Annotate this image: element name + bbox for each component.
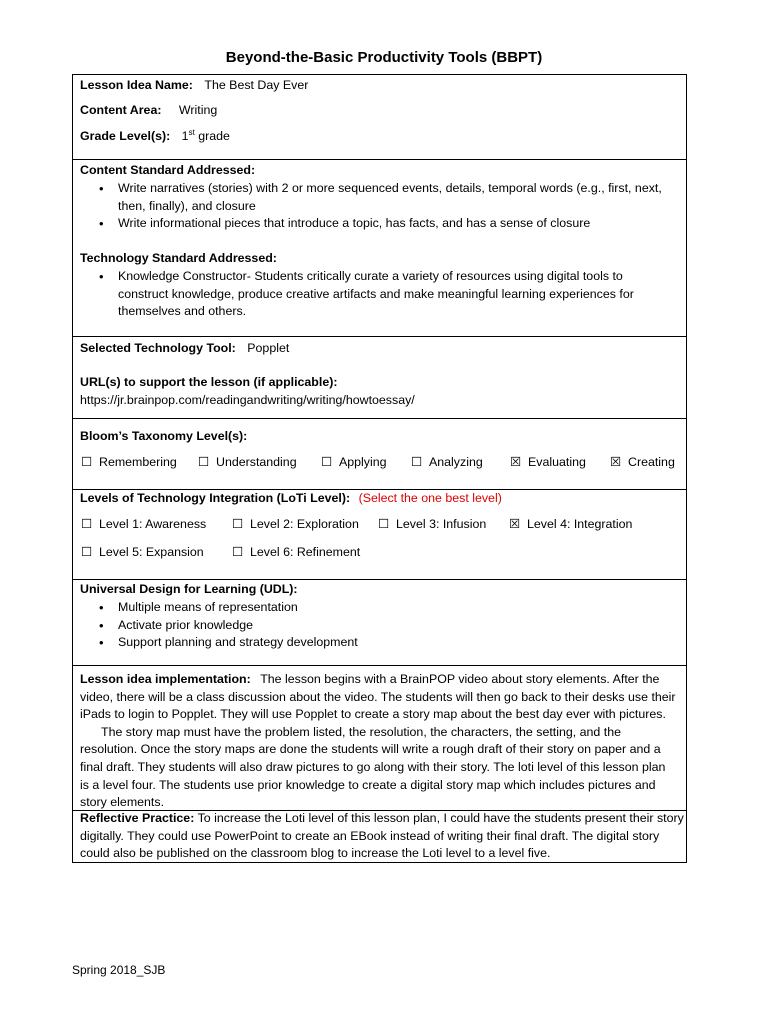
grade-level-label: Grade Level(s):: [80, 129, 171, 143]
checkbox-level-5[interactable]: ☐ Level 5: Expansion: [80, 544, 204, 562]
list-item: • Multiple means of representation: [73, 599, 358, 617]
footer-text: Spring 2018_SJB: [72, 963, 166, 977]
list-item: • Knowledge Constructor- Students critically curate a variety of resources using digital tools to construct knowledge, produce creative artifacts and make meaningful learning experiences for themselves and others.: [73, 268, 634, 321]
grade-level-value: 1st grade: [181, 127, 230, 143]
checked-box-icon: ☒: [609, 455, 622, 469]
checkbox-icon: ☐: [320, 455, 333, 469]
checkbox-icon: ☐: [197, 455, 210, 469]
implementation-label: Lesson idea implementation:: [80, 672, 251, 686]
bloom-label: Bloom’s Taxonomy Level(s):: [80, 429, 248, 443]
content-standard-list: [73, 180, 662, 233]
checkbox-icon: ☐: [80, 545, 93, 559]
content-area-label: Content Area:: [80, 103, 162, 117]
tech-standard-list: [73, 268, 634, 321]
tool-label: Selected Technology Tool:: [80, 341, 236, 355]
grade-level-row: [80, 128, 230, 146]
udl-label: Universal Design for Learning (UDL):: [80, 582, 298, 596]
list-item: • Activate prior knowledge: [73, 617, 358, 635]
url-label: URL(s) to support the lesson (if applicable):: [80, 375, 338, 389]
content-area-value: Writing: [178, 103, 218, 117]
tool-row: [80, 340, 289, 358]
reflective-label: Reflective Practice:: [80, 811, 195, 825]
lesson-name-label: Lesson Idea Name:: [80, 78, 193, 92]
checkbox-level-3[interactable]: ☐ Level 3: Infusion: [377, 516, 486, 534]
list-item: • Write informational pieces that introduce a topic, has facts, and has a sense of closure: [73, 215, 662, 233]
implementation-paragraph: Lesson idea implementation: The lesson begins with a BrainPOP video about story elements. After the video, there will be a class discussion about the video. The students will then go back to their desks use their iPads to login to Popplet. They will use Popplet to create a story map about the best day ever with pictures. The story map must have the problem listed, the resolution, the characters, the setting, and the resolution. Once the story maps are done the students will write a rough draft of their story on paper and a final draft. They students will also draw pictures to go along with their story. The loti level of this lesson plan is a level four. The students use prior knowledge to create a digital story map which includes pictures and story elements.: [80, 672, 676, 810]
reflective-paragraph: Reflective Practice: To increase the Loti level of this lesson plan, I could have the students present their story digitally. They could use PowerPoint to create an EBook instead of writing their final draft. The digital story could also be published on the classroom blog to increase the Loti level to a level five.: [80, 811, 684, 861]
section-divider: [73, 336, 686, 337]
checkbox-icon: ☐: [80, 455, 93, 469]
list-item: • Write narratives (stories) with 2 or more sequenced events, details, temporal words (e.g., first, next, then, finally), and closure: [73, 180, 662, 215]
document-title: Beyond-the-Basic Productivity Tools (BBPT): [225, 49, 543, 66]
checkbox-level-4[interactable]: ☒ Level 4: Integration: [508, 516, 632, 534]
tool-value: Popplet: [247, 341, 290, 355]
url-link[interactable]: https://jr.brainpop.com/readingandwriting/writing/howtoessay/: [80, 393, 415, 407]
tech-standard-label: Technology Standard Addressed:: [80, 251, 277, 265]
section-divider: [73, 665, 686, 666]
content-standard-label: Content Standard Addressed:: [80, 163, 256, 177]
lesson-plan-table: [72, 74, 687, 863]
loti-note: (Select the one best level): [358, 491, 502, 505]
checkbox-icon: ☐: [231, 517, 244, 531]
section-divider: [73, 159, 686, 160]
loti-label: Levels of Technology Integration (LoTi Level):: [80, 491, 351, 505]
checkbox-analyzing[interactable]: ☐ Analyzing: [410, 454, 483, 472]
checkbox-icon: ☐: [410, 455, 423, 469]
lesson-name-row: [80, 77, 308, 95]
checkbox-evaluating[interactable]: ☒ Evaluating: [509, 454, 586, 472]
checkbox-icon: ☐: [231, 545, 244, 559]
checkbox-level-6[interactable]: ☐ Level 6: Refinement: [231, 544, 360, 562]
list-item: • Support planning and strategy development: [73, 634, 358, 652]
checked-box-icon: ☒: [509, 455, 522, 469]
udl-list: [73, 599, 358, 652]
lesson-name-value: The Best Day Ever: [204, 78, 309, 92]
section-divider: [73, 579, 686, 580]
checkbox-understanding[interactable]: ☐ Understanding: [197, 454, 297, 472]
checkbox-creating[interactable]: ☒ Creating: [609, 454, 675, 472]
loti-row: [80, 490, 502, 508]
content-area-row: [80, 102, 217, 120]
checkbox-applying[interactable]: ☐ Applying: [320, 454, 387, 472]
checkbox-icon: ☐: [377, 517, 390, 531]
checkbox-level-2[interactable]: ☐ Level 2: Exploration: [231, 516, 359, 534]
checkbox-level-1[interactable]: ☐ Level 1: Awareness: [80, 516, 206, 534]
checkbox-icon: ☐: [80, 517, 93, 531]
checkbox-remembering[interactable]: ☐ Remembering: [80, 454, 177, 472]
checked-box-icon: ☒: [508, 517, 521, 531]
section-divider: [73, 418, 686, 419]
